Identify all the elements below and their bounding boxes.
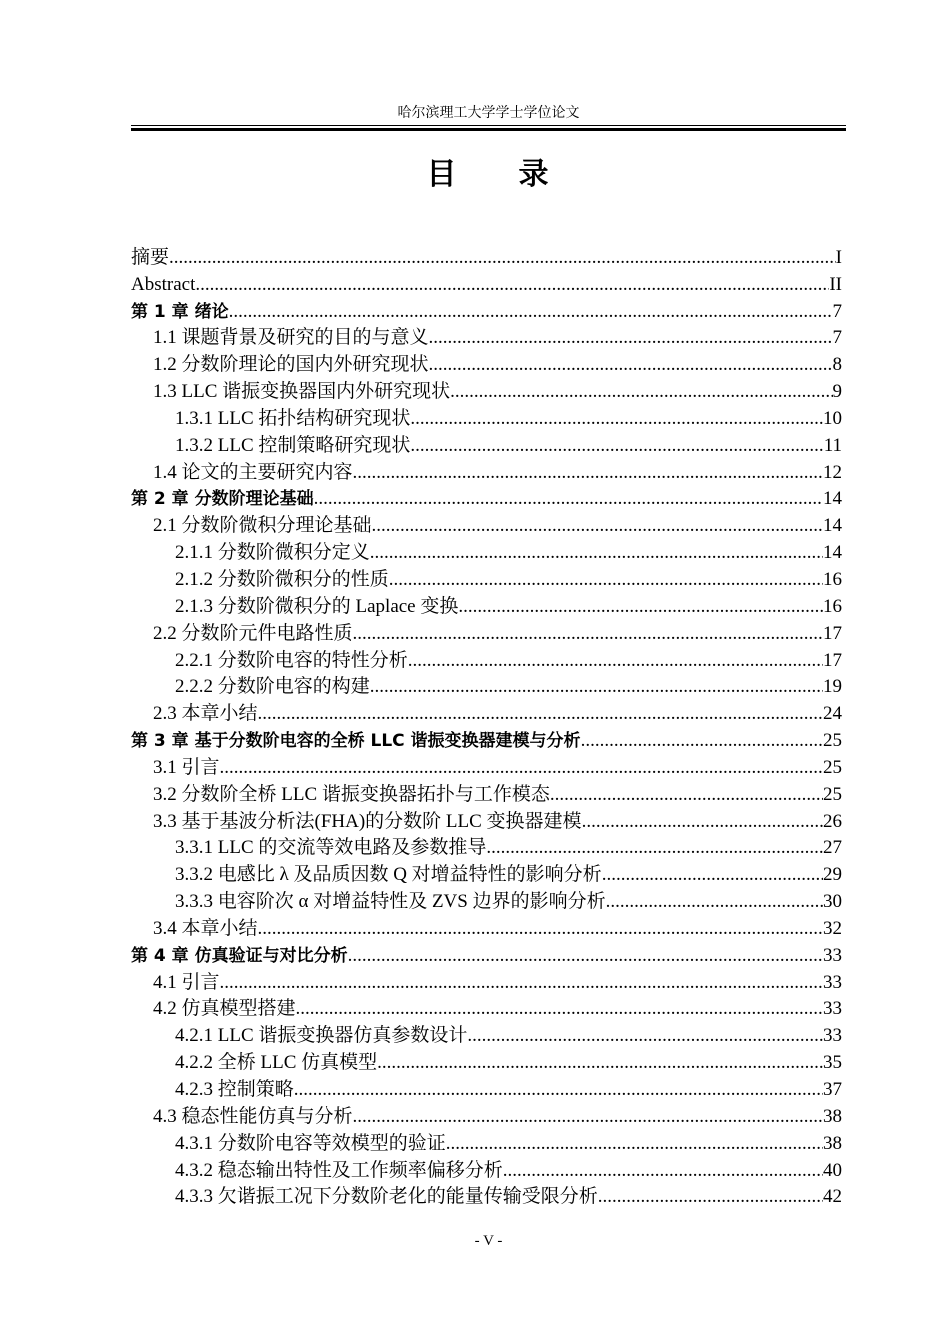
toc-entry-page: 27 (823, 837, 842, 859)
toc-dot-leader (486, 837, 823, 859)
toc-entry[interactable] (131, 806, 842, 833)
running-header: 哈尔滨理工大学学士学位论文 (397, 106, 580, 121)
toc-entry[interactable] (131, 484, 842, 511)
toc-dot-leader (429, 354, 833, 376)
toc-entry-page: II (829, 273, 842, 295)
toc-entry-page: 33 (823, 971, 842, 993)
toc-entry[interactable] (131, 994, 842, 1021)
toc-entry-page: 7 (832, 300, 842, 322)
toc-dot-leader (429, 327, 833, 349)
toc-entry-title: 4.3 稳态性能仿真与分析 (153, 1105, 353, 1127)
header-rule-thin (131, 125, 846, 126)
toc-entry[interactable] (131, 564, 842, 591)
table-of-contents (131, 242, 842, 1208)
toc-dot-leader (229, 301, 833, 323)
toc-entry[interactable] (131, 242, 842, 269)
toc-entry-title: 3.3.2 电感比 λ 及品质因数 Q 对增益特性的影响分析 (175, 864, 602, 886)
toc-entry[interactable] (131, 1047, 842, 1074)
toc-entry[interactable] (131, 376, 842, 403)
toc-dot-leader (582, 811, 823, 833)
toc-dot-leader (598, 1186, 823, 1208)
toc-dot-leader (450, 381, 832, 403)
toc-entry-page: 17 (823, 622, 842, 644)
toc-dot-leader (550, 784, 823, 806)
toc-entry-title: 3.3.1 LLC 的交流等效电路及参数推导 (175, 837, 487, 859)
toc-entry[interactable] (131, 672, 842, 699)
toc-entry-title: 3.4 本章小结 (153, 917, 258, 939)
toc-entry[interactable] (131, 1155, 842, 1182)
toc-entry-page: 26 (823, 810, 842, 832)
toc-entry-page: 19 (823, 676, 842, 698)
toc-entry-title: 2.3 本章小结 (153, 703, 258, 725)
toc-entry-page: 24 (823, 703, 842, 725)
toc-dot-leader (408, 650, 823, 672)
page-number: - V - (474, 1233, 503, 1249)
toc-dot-leader (467, 1025, 823, 1047)
toc-entry-title: 1.4 论文的主要研究内容 (153, 461, 353, 483)
toc-dot-leader (370, 542, 823, 564)
toc-entry[interactable] (131, 967, 842, 994)
toc-entry-page: 25 (823, 730, 842, 752)
toc-dot-leader (258, 703, 823, 725)
toc-entry-page: 33 (823, 1025, 842, 1047)
toc-entry-page: 29 (823, 864, 842, 886)
toc-entry[interactable] (131, 752, 842, 779)
toc-entry[interactable] (131, 430, 842, 457)
toc-dot-leader (458, 596, 823, 618)
toc-entry[interactable] (131, 886, 842, 913)
toc-dot-leader (389, 569, 823, 591)
toc-entry-page: 14 (823, 488, 842, 510)
title-char-right: 录 (518, 157, 551, 192)
toc-entry-title: 1.2 分数阶理论的国内外研究现状 (153, 354, 429, 376)
toc-entry-page: 25 (823, 756, 842, 778)
toc-entry-title: 2.1.1 分数阶微积分定义 (175, 542, 370, 564)
toc-entry-title: 4.2.1 LLC 谐振变换器仿真参数设计 (175, 1025, 468, 1047)
toc-entry[interactable] (131, 1074, 842, 1101)
toc-entry[interactable] (131, 1101, 842, 1128)
toc-entry-page: 37 (823, 1079, 842, 1100)
toc-entry-page: I (835, 246, 842, 268)
title-char-left: 目 (426, 157, 459, 192)
page-title (131, 155, 846, 195)
toc-entry[interactable] (131, 323, 842, 350)
toc-entry-title: 2.2 分数阶元件电路性质 (153, 622, 353, 644)
toc-dot-leader (169, 247, 836, 269)
toc-entry[interactable] (131, 645, 842, 672)
toc-entry-title: 3.3 基于基波分析法(FHA)的分数阶 LLC 变换器建模 (153, 810, 582, 832)
toc-entry[interactable] (131, 940, 842, 967)
toc-entry-title: 第 2 章 分数阶理论基础 (131, 489, 314, 510)
toc-entry-page: 38 (823, 1132, 842, 1154)
toc-dot-leader (353, 462, 823, 484)
toc-entry-title: 4.3.2 稳态输出特性及工作频率偏移分析 (175, 1159, 503, 1181)
toc-entry-page: 10 (823, 407, 842, 429)
toc-entry-page: 16 (823, 595, 842, 617)
toc-dot-leader (314, 488, 823, 510)
toc-entry-page: 9 (832, 381, 842, 403)
toc-entry-page: 17 (823, 649, 842, 671)
toc-dot-leader (370, 676, 823, 698)
toc-dot-leader (581, 730, 823, 752)
toc-entry[interactable] (131, 779, 842, 806)
toc-entry-title: 3.3.3 电容阶次 α 对增益特性及 ZVS 边界的影响分析 (175, 891, 606, 913)
toc-dot-leader (410, 435, 823, 457)
toc-entry[interactable] (131, 618, 842, 645)
toc-entry[interactable] (131, 1128, 842, 1155)
toc-entry-page: 8 (832, 354, 842, 376)
toc-entry-title: 1.3.1 LLC 拓扑结构研究现状 (175, 407, 411, 429)
toc-entry-title: 1.3 LLC 谐振变换器国内外研究现状 (153, 381, 451, 403)
toc-entry-title: 2.1.2 分数阶微积分的性质 (175, 568, 389, 590)
toc-entry-page: 14 (823, 542, 842, 564)
toc-entry-page: 40 (823, 1159, 842, 1181)
toc-dot-leader (372, 515, 823, 537)
toc-entry-title: 4.2.2 全桥 LLC 仿真模型 (175, 1052, 378, 1074)
toc-entry[interactable] (131, 403, 842, 430)
toc-dot-leader (294, 1079, 823, 1101)
toc-dot-leader (410, 408, 823, 430)
toc-entry-title: 摘要 (131, 246, 170, 268)
toc-entry-title: 4.2.3 控制策略 (175, 1079, 294, 1100)
toc-entry-title: 1.1 课题背景及研究的目的与意义 (153, 327, 429, 349)
toc-entry-page: 33 (823, 944, 842, 966)
toc-entry-title: 4.1 引言 (153, 971, 220, 993)
toc-dot-leader (353, 623, 823, 645)
toc-entry-title: 第 4 章 仿真验证与对比分析 (131, 945, 348, 966)
toc-entry[interactable] (131, 591, 842, 618)
toc-entry-title: 第 1 章 绪论 (131, 301, 229, 322)
toc-entry[interactable] (131, 725, 842, 752)
toc-dot-leader (602, 864, 823, 886)
toc-entry-title: 2.1 分数阶微积分理论基础 (153, 515, 372, 537)
toc-entry[interactable] (131, 537, 842, 564)
toc-entry[interactable] (131, 296, 842, 323)
toc-dot-leader (503, 1160, 823, 1182)
toc-entry-page: 30 (823, 891, 842, 913)
toc-entry[interactable] (131, 457, 842, 484)
toc-entry-title: 4.3.1 分数阶电容等效模型的验证 (175, 1132, 446, 1154)
toc-entry-title: 4.3.3 欠谐振工况下分数阶老化的能量传输受限分析 (175, 1186, 598, 1208)
toc-entry[interactable] (131, 1182, 842, 1209)
toc-entry-title: Abstract (131, 273, 196, 295)
toc-entry[interactable] (131, 269, 842, 296)
toc-dot-leader (377, 1052, 823, 1074)
toc-entry-title: 4.2 仿真模型搭建 (153, 998, 296, 1020)
toc-dot-leader (220, 972, 823, 994)
toc-entry-title: 3.2 分数阶全桥 LLC 谐振变换器拓扑与工作模态 (153, 783, 550, 805)
toc-entry[interactable] (131, 510, 842, 537)
toc-entry-page: 38 (823, 1105, 842, 1127)
toc-entry-page: 16 (823, 568, 842, 590)
toc-entry[interactable] (131, 913, 842, 940)
toc-entry-page: 14 (823, 515, 842, 537)
toc-entry-page: 25 (823, 783, 842, 805)
toc-entry[interactable] (131, 859, 842, 886)
toc-entry[interactable] (131, 833, 842, 860)
toc-entry-page: 12 (823, 461, 842, 483)
toc-entry-title: 3.1 引言 (153, 756, 220, 778)
toc-dot-leader (353, 1106, 823, 1128)
toc-dot-leader (220, 757, 823, 779)
toc-dot-leader (446, 1133, 823, 1155)
toc-entry[interactable] (131, 349, 842, 376)
toc-entry-page: 42 (823, 1186, 842, 1208)
toc-dot-leader (348, 945, 823, 967)
toc-dot-leader (195, 274, 829, 296)
toc-entry-title: 2.2.1 分数阶电容的特性分析 (175, 649, 408, 671)
toc-entry-page: 33 (823, 998, 842, 1020)
toc-entry-page: 7 (832, 327, 842, 349)
header-rule-thick (131, 128, 846, 131)
toc-entry-page: 11 (823, 434, 842, 456)
toc-entry-title: 2.1.3 分数阶微积分的 Laplace 变换 (175, 595, 459, 617)
toc-dot-leader (606, 891, 823, 913)
toc-entry-page: 35 (823, 1052, 842, 1074)
toc-dot-leader (296, 998, 823, 1020)
toc-entry-title: 第 3 章 基于分数阶电容的全桥 LLC 谐振变换器建模与分析 (131, 731, 581, 752)
toc-dot-leader (258, 918, 823, 940)
toc-entry[interactable] (131, 1020, 842, 1047)
toc-entry-title: 2.2.2 分数阶电容的构建 (175, 676, 370, 698)
toc-entry-title: 1.3.2 LLC 控制策略研究现状 (175, 434, 411, 456)
toc-entry[interactable] (131, 698, 842, 725)
toc-entry-page: 32 (823, 917, 842, 939)
